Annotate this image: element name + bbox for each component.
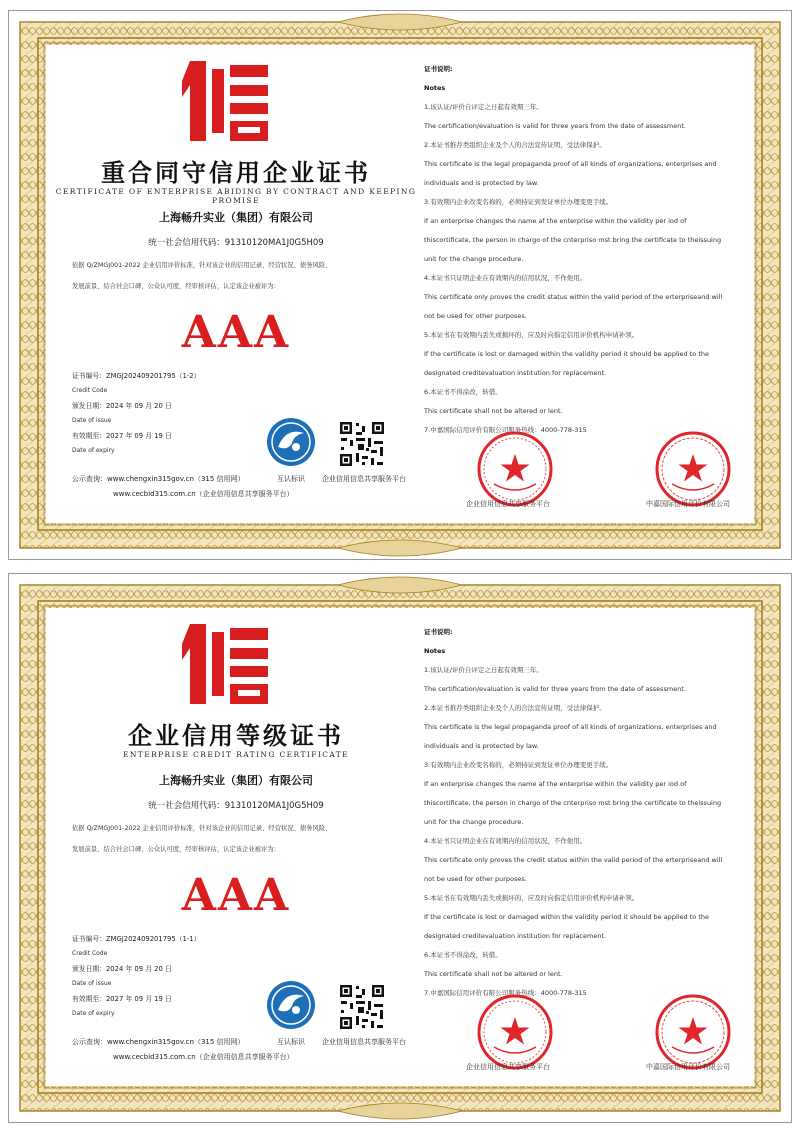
platform-seal-caption: 企业信用信息共享服务平台 xyxy=(466,1063,550,1071)
note-line: 证书说明: xyxy=(424,65,453,73)
issue-date-en: Date of issue xyxy=(72,980,112,987)
note-line: If an enterprise changes the name af the enterprise within the validity per iod of xyxy=(424,217,687,225)
note-line: individuals and is protected by law. xyxy=(424,179,539,187)
note-line: If an enterprise changes the name af the enterprise within the validity per iod of xyxy=(424,780,687,788)
certificate-number: 证书编号：ZMGJ202409201795（1-1） xyxy=(72,935,201,943)
basis-text-line1: 依据 Q/ZMGJ001-2022 企业信用评价标准，针对该企业的信用记录、经营状况、债务风险、 xyxy=(72,825,332,832)
note-line: 7.中嘉国际信用评价有限公司服务热线：4000-778-315 xyxy=(424,989,587,997)
certificate-body xyxy=(46,608,754,1086)
notes-column xyxy=(424,60,742,440)
note-line: Notes xyxy=(424,647,446,655)
note-line: 2.本证书推荐类组织企业及个人的合法宣传证明，受法律保护。 xyxy=(424,141,606,149)
basis-text-line2: 发展前景、结合社会口碑、公众认可度，经审核评估，认定该企业被评为： xyxy=(72,846,280,853)
expiry-date-en: Date of expiry xyxy=(72,1010,115,1017)
note-line: 1.该认证/评价自评定之日起有效期三年。 xyxy=(424,666,543,674)
company-name: 上海畅升实业（集团）有限公司 xyxy=(159,774,313,787)
company-seal-caption: 中嘉国际信用评价有限公司 xyxy=(646,1063,730,1071)
expiry-date: 有效期至：2027 年 09 月 19 日 xyxy=(72,432,172,440)
mutual-recognition-logo-icon xyxy=(266,417,316,467)
platform-seal-icon xyxy=(476,430,554,508)
note-line: thiscortificate, the person in chargo of the cnterpriso mst bring the certificate to theissuing xyxy=(424,236,722,244)
platform-seal-caption: 企业信用信息共享服务平台 xyxy=(466,500,550,508)
note-line: This certificate shall not be altered or lent. xyxy=(424,970,563,978)
xin-logo-icon xyxy=(182,61,268,141)
note-line: thiscortificate, the person in chargo of the cnterpriso mst bring the certificate to theissuing xyxy=(424,799,722,807)
rating-grade: AAA xyxy=(181,870,291,921)
note-line: Notes xyxy=(424,84,446,92)
note-line: 3.有效期内企业改变名称的，必须持证到发证单位办理变更手续。 xyxy=(424,198,613,206)
expiry-date-en: Date of expiry xyxy=(72,447,115,454)
note-line: not be used for other purposes. xyxy=(424,312,527,320)
note-line: The certification/evaluation is valid for three years from the date of assessment. xyxy=(424,685,686,693)
certificate-title: 重合同守信用企业证书 xyxy=(101,158,371,187)
certificate-left-column xyxy=(46,45,426,523)
xin-logo-icon xyxy=(182,624,268,704)
note-line: 3.有效期内企业改变名称的，必须持证到发证单位办理变更手续。 xyxy=(424,761,613,769)
platform-label: 企业信用信息共享服务平台 xyxy=(322,1038,406,1046)
note-line: 4.本证书只证明企业在有效期内的信用状况，不作他用。 xyxy=(424,274,587,282)
note-line: 证书说明: xyxy=(424,628,453,636)
note-line: 6.本证书不得涂改，转借。 xyxy=(424,951,502,959)
qr-code-icon[interactable] xyxy=(338,420,386,468)
note-line: designated creditevaluation institution for replacement. xyxy=(424,932,607,940)
note-line: designated creditevaluation institution for replacement. xyxy=(424,369,607,377)
note-line: 6.本证书不得涂改，转借。 xyxy=(424,388,502,396)
query-site-line2[interactable]: www.cecbid315.com.cn（企业信用信息共享服务平台） xyxy=(113,490,294,498)
note-line: 2.本证书推荐类组织企业及个人的合法宣传证明，受法律保护。 xyxy=(424,704,606,712)
query-site-line2[interactable]: www.cecbid315.com.cn（企业信用信息共享服务平台） xyxy=(113,1053,294,1061)
platform-seal-icon xyxy=(476,993,554,1071)
note-line: The certification/evaluation is valid for three years from the date of assessment. xyxy=(424,122,686,130)
company-seal-icon xyxy=(654,993,732,1071)
note-line: This certificate only proves the credit status within the valid period of the erterpriseand will xyxy=(424,293,723,301)
mutual-recognition-label: 互认标识 xyxy=(277,475,305,483)
note-line: 7.中嘉国际信用评价有限公司服务热线：4000-778-315 xyxy=(424,426,587,434)
platform-label: 企业信用信息共享服务平台 xyxy=(322,475,406,483)
company-name: 上海畅升实业（集团）有限公司 xyxy=(159,211,313,224)
credit-code-line: 统一社会信用代码：91310120MA1J0G5H09 xyxy=(148,238,324,248)
certificate-contract-promise xyxy=(8,10,792,560)
mutual-recognition-label: 互认标识 xyxy=(277,1038,305,1046)
notes-column xyxy=(424,623,742,1003)
note-line: If the certificate is lost or damaged within the validity period it should be applied to the xyxy=(424,350,710,358)
certificate-number-en: Credit Code xyxy=(72,387,108,394)
certificate-left-column xyxy=(46,608,426,1086)
note-line: This certificate shall not be altered or lent. xyxy=(424,407,563,415)
certificate-title-en: CERTIFICATE OF ENTERPRISE ABIDING BY CONTRACT AND KEEPING PROMISE xyxy=(55,187,417,205)
note-line: unit for the change procedure. xyxy=(424,818,524,826)
rating-grade: AAA xyxy=(181,307,291,358)
basis-text-line2: 发展前景、结合社会口碑、公众认可度，经审核评估，认定该企业被评为： xyxy=(72,283,280,290)
note-line: individuals and is protected by law. xyxy=(424,742,539,750)
note-line: 4.本证书只证明企业在有效期内的信用状况，不作他用。 xyxy=(424,837,587,845)
issue-date: 颁发日期：2024 年 09 月 20 日 xyxy=(72,402,172,410)
note-line: not be used for other purposes. xyxy=(424,875,527,883)
note-line: 5.本证书在有效期内丢失或损坏的，应及时向指定信用评价机构申请补领。 xyxy=(424,894,639,902)
note-line: unit for the change procedure. xyxy=(424,255,524,263)
expiry-date: 有效期至：2027 年 09 月 19 日 xyxy=(72,995,172,1003)
mutual-recognition-logo-icon xyxy=(266,980,316,1030)
company-seal-icon xyxy=(654,430,732,508)
credit-code-line: 统一社会信用代码：91310120MA1J0G5H09 xyxy=(148,801,324,811)
company-seal-caption: 中嘉国际信用评价有限公司 xyxy=(646,500,730,508)
note-line: 1.该认证/评价自评定之日起有效期三年。 xyxy=(424,103,543,111)
qr-code-icon[interactable] xyxy=(338,983,386,1031)
note-line: If the certificate is lost or damaged within the validity period it should be applied to the xyxy=(424,913,710,921)
note-line: This certificate only proves the credit status within the valid period of the erterpriseand will xyxy=(424,856,723,864)
certificate-credit-rating xyxy=(8,573,792,1123)
note-line: 5.本证书在有效期内丢失或损坏的，应及时向指定信用评价机构申请补领。 xyxy=(424,331,639,339)
certificate-number: 证书编号：ZMGJ202409201795（1-2） xyxy=(72,372,201,380)
issue-date-en: Date of issue xyxy=(72,417,112,424)
certificate-title-en: ENTERPRISE CREDIT RATING CERTIFICATE xyxy=(122,750,350,759)
certificate-title: 企业信用等级证书 xyxy=(128,721,344,750)
certificate-number-en: Credit Code xyxy=(72,950,108,957)
note-line: This certificate is the legal propaganda proof of all kinds of organizations, enterprises and xyxy=(424,723,717,731)
issue-date: 颁发日期：2024 年 09 月 20 日 xyxy=(72,965,172,973)
query-site-line1[interactable]: 公示查询：www.chengxin315gov.cn（315 信用网） xyxy=(72,475,245,483)
query-site-line1[interactable]: 公示查询：www.chengxin315gov.cn（315 信用网） xyxy=(72,1038,245,1046)
basis-text-line1: 依据 Q/ZMGJ001-2022 企业信用评价标准，针对该企业的信用记录、经营状况、债务风险、 xyxy=(72,262,332,269)
note-line: This certificate is the legal propaganda proof of all kinds of organizations, enterprises and xyxy=(424,160,717,168)
certificate-body xyxy=(46,45,754,523)
